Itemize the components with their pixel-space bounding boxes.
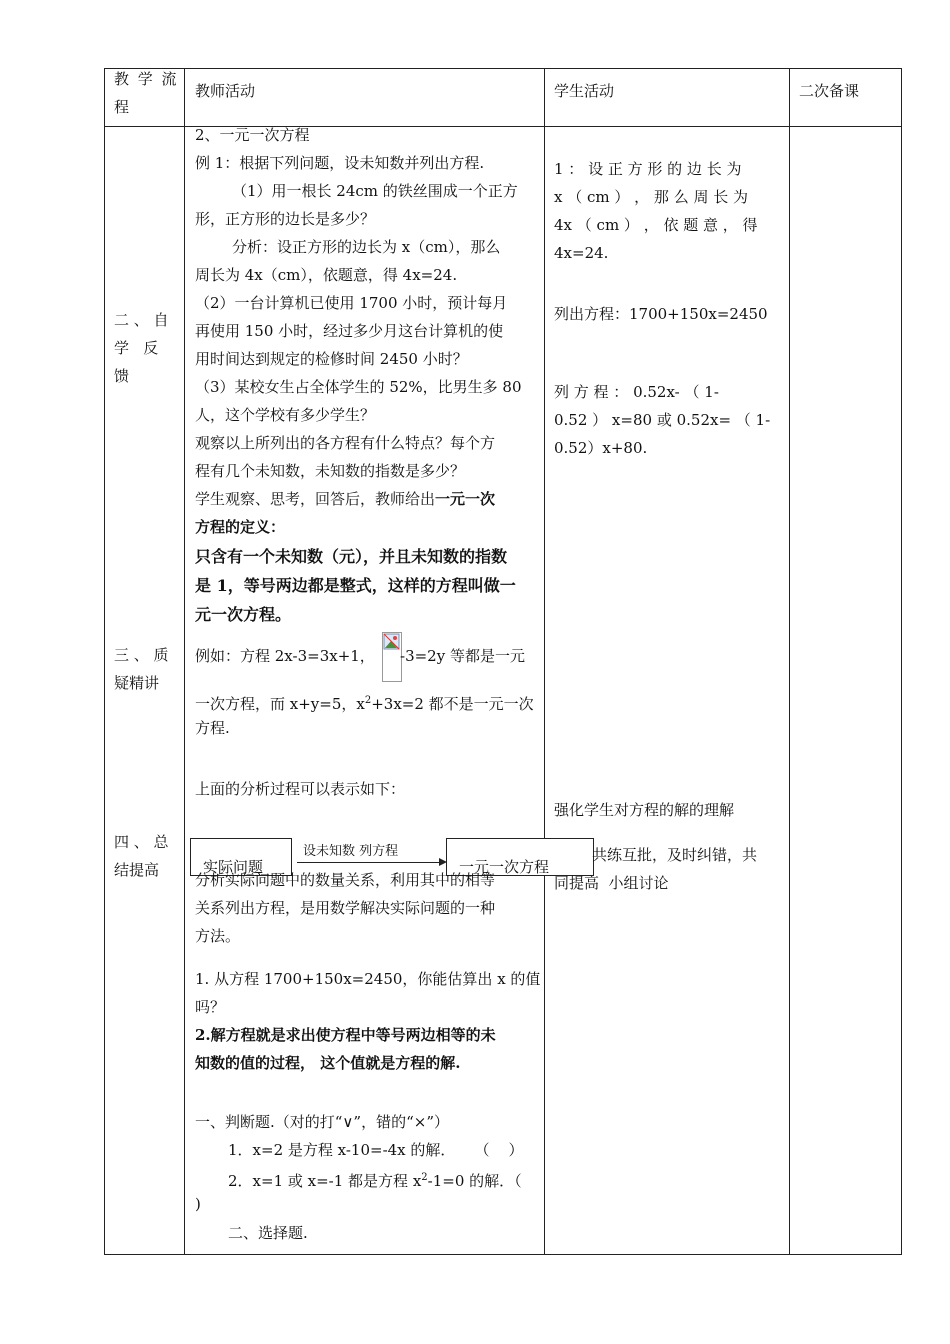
- example-line-1a: 例如：方程 2x-3=3x+1，: [195, 647, 375, 665]
- example-line-3: 方程.: [195, 719, 230, 737]
- teacher-line-9: 用时间达到规定的检修时间 2450 小时？: [195, 350, 468, 368]
- teacher-line-5: 分析：设正方形的边长为 x（cm），那么: [232, 238, 501, 256]
- student-answer-1-line-4: 4x=24.: [554, 244, 609, 262]
- student-answer-3-line-2: 0.52 ） x=80 或 0.52x= （ 1-: [554, 411, 771, 429]
- teacher-line-13: 程有几个未知数，未知数的指数是多少？: [195, 462, 466, 480]
- teacher-line-4: 形，正方形的边长是多少？: [195, 210, 376, 228]
- definition-line-3: 元一次方程。: [195, 605, 292, 624]
- exercise-item-2: [228, 1164, 522, 1195]
- exercise-item-2b: -1=0 的解．（: [427, 1172, 522, 1190]
- teacher-line-7: （2）一台计算机已使用 1700 小时，预计每月: [195, 294, 508, 312]
- student-answer-1-line-2: x （ cm ） ， 那 么 周 长 为: [554, 188, 748, 206]
- header-process-line2: 程: [114, 98, 130, 116]
- header-student-activity: 学生活动: [554, 82, 615, 100]
- stage-3-line2: 疑精讲: [114, 674, 160, 692]
- teacher-line-24: 关系列出方程，是用数学解决实际问题的一种: [195, 899, 496, 917]
- student-answer-1-line-1: 1 ： 设 正 方 形 的 边 长 为: [554, 160, 742, 178]
- header-teacher-activity: 教师活动: [195, 82, 256, 100]
- teacher-line-23: 分析实际问题中的数量关系，利用其中的相等: [195, 871, 496, 889]
- example-line-2a: 一次方程，而 x+y=5，x: [195, 695, 365, 713]
- flow-box-equation-label: 一元一次方程: [459, 858, 550, 876]
- column-divider-1: [184, 68, 185, 1254]
- column-divider-3: [789, 68, 790, 1254]
- stage-4-line2: 结提高: [114, 861, 160, 879]
- superscript-2b: 2: [421, 1172, 428, 1183]
- example-line-2b: +3x=2 都不是一元一次: [371, 695, 534, 713]
- student-note-practice-line-2: 同提高 小组讨论: [554, 874, 669, 892]
- definition-term: 一元一次: [435, 490, 496, 508]
- flow-box-real-problem-label: 实际问题: [203, 858, 264, 876]
- teacher-line-27: 吗？: [195, 998, 226, 1016]
- teacher-line-25: 方法。: [195, 927, 241, 945]
- example-line-2: [195, 687, 534, 718]
- student-answer-3-line-1: 列 方 程 ： 0.52x- （ 1-: [554, 383, 719, 401]
- flow-arrow: [297, 862, 439, 863]
- analysis-intro: 上面的分析过程可以表示如下：: [195, 780, 406, 798]
- picture-icon: [383, 633, 401, 653]
- stage-2-line1: 二 、 自: [114, 311, 169, 329]
- stage-2-line2: 学 反: [114, 339, 159, 357]
- student-answer-3-line-3: 0.52）x+80.: [554, 439, 648, 457]
- teacher-line-1: 2、一元一次方程: [195, 126, 310, 144]
- example-line-1b: -3=2y 等都是一元: [400, 647, 525, 665]
- student-note-solution: 强化学生对方程的解的理解: [554, 801, 735, 819]
- flow-arrow-label: 设未知数 列方程: [303, 844, 399, 859]
- teacher-line-3: （1）用一根长 24cm 的铁丝围成一个正方: [232, 182, 518, 200]
- header-process-line1: 教 学 流: [114, 70, 179, 88]
- stage-4-line1: 四 、 总: [114, 833, 169, 851]
- header-second-prep: 二次备课: [799, 82, 860, 100]
- broken-image-icon: [382, 632, 402, 682]
- exercise-item-1: 1．x=2 是方程 x-10=-4x 的解． （ ）: [228, 1141, 524, 1159]
- definition-line-1: 只含有一个未知数（元），并且未知数的指数: [195, 547, 508, 566]
- student-answer-2: 列出方程：1700+150x=2450: [554, 305, 768, 323]
- exercise-heading-choice: 二、选择题.: [228, 1224, 308, 1242]
- teacher-line-14-text: 学生观察、思考，回答后，教师给出: [195, 490, 436, 508]
- exercise-item-2-end: ): [195, 1195, 201, 1213]
- stage-3-line1: 三 、 质: [114, 646, 169, 664]
- teacher-line-26: 1. 从方程 1700+150x=2450，你能估算出 x 的值: [195, 970, 541, 988]
- teacher-line-8: 再使用 150 小时，经过多少月这台计算机的使: [195, 322, 504, 340]
- teacher-line-2: 例 1：根据下列问题，设未知数并列出方程.: [195, 154, 485, 172]
- teacher-line-12: 观察以上所列出的各方程有什么特点？每个方: [195, 434, 496, 452]
- teacher-line-6: 周长为 4x（cm），依题意，得 4x=24.: [195, 266, 458, 284]
- column-divider-2: [544, 68, 545, 1254]
- exercise-item-2a: 2．x=1 或 x=-1 都是方程 x: [228, 1172, 422, 1190]
- teacher-line-10: （3）某校女生占全体学生的 52%，比男生多 80: [195, 378, 522, 396]
- superscript-2: 2: [364, 695, 372, 706]
- teacher-line-15: 方程的定义：: [195, 518, 286, 536]
- stage-2-line3: 馈: [114, 367, 130, 385]
- teacher-line-28: 2.解方程就是求出使方程中等号两边相等的未: [195, 1026, 496, 1044]
- definition-line-2: 是 1，等号两边都是整式，这样的方程叫做一: [195, 576, 516, 595]
- student-answer-1-line-3: 4x （ cm ） ， 依 题 意 ， 得: [554, 216, 758, 234]
- student-note-practice-line-1: 共练互批，及时纠错，共: [592, 846, 758, 864]
- exercise-heading-judge: 一、判断题.（对的打“∨”，错的“×”）: [195, 1113, 449, 1131]
- teacher-line-11: 人，这个学校有多少学生？: [195, 406, 376, 424]
- teacher-line-14: [195, 485, 495, 513]
- teacher-line-29: 知数的值的过程， 这个值就是方程的解.: [195, 1054, 461, 1072]
